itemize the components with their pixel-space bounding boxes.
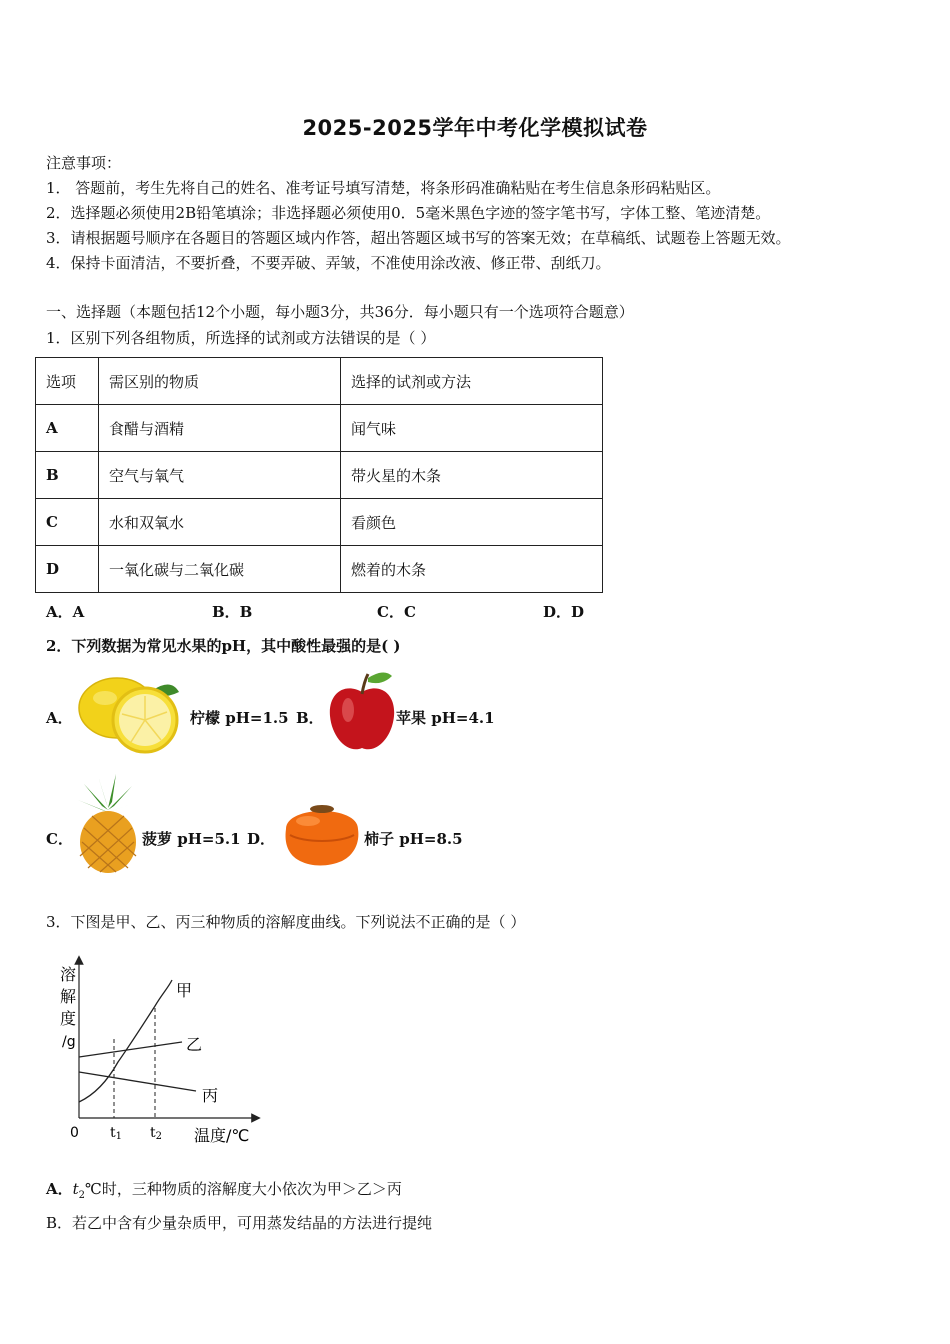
question-1-table [35, 357, 603, 593]
q2-option-b-label: 苹果 pH=4.1 [396, 709, 495, 727]
table-header-row [36, 358, 603, 405]
table-cell: B [36, 452, 99, 499]
table-cell: 带火星的木条 [341, 452, 603, 499]
solubility-curve-graph [52, 950, 266, 1150]
q1-option-b[interactable]: B．B [212, 603, 253, 621]
table-cell: A [36, 405, 99, 452]
section-heading: 一、选择题（本题包括12个小题，每小题3分，共36分．每小题只有一个选项符合题意） [46, 303, 634, 321]
curve-bing [79, 1072, 196, 1091]
table-row [36, 546, 603, 593]
series-label-jia: 甲 [176, 981, 193, 1000]
q2-option-c-label: 菠萝 pH=5.1 [142, 830, 241, 848]
table-cell: 看颜色 [341, 499, 603, 546]
q3-option-a-text: ℃时，三种物质的溶解度大小依次为甲＞乙＞丙 [85, 1180, 402, 1198]
q3-option-b[interactable]: B．若乙中含有少量杂质甲，可用蒸发结晶的方法进行提纯 [46, 1214, 433, 1232]
t1-label: t1 [110, 1125, 123, 1142]
lemon-image [75, 668, 187, 756]
table-cell: 空气与氧气 [99, 452, 341, 499]
notice-item-1: 1． 答题前，考生先将自己的姓名、准考证号填写清楚，将条形码准确粘贴在考生信息条形码粘贴区。 [46, 179, 721, 197]
table-row [36, 452, 603, 499]
notice-heading: 注意事项： [46, 154, 122, 172]
question-3-stem: 3．下图是甲、乙、丙三种物质的溶解度曲线。下列说法不正确的是（ ） [46, 913, 526, 931]
persimmon-image [280, 795, 364, 871]
q1-option-a[interactable]: A．A [46, 603, 85, 621]
table-cell: D [36, 546, 99, 593]
x-axis-label: 温度/℃ [194, 1126, 250, 1145]
series-label-yi: 乙 [186, 1035, 203, 1054]
page-title: 2025-2025学年中考化学模拟试卷 [302, 116, 648, 140]
y-label-char: 溶 [60, 965, 77, 984]
q3-option-a-t: t [72, 1180, 79, 1198]
series-label-bing: 丙 [202, 1086, 219, 1105]
notice-item-2: 2．选择题必须使用2B铅笔填涂；非选择题必须使用0．5毫米黑色字迹的签字笔书写，字体工整、笔迹清楚。 [46, 204, 771, 222]
y-label-unit: /g [62, 1034, 76, 1050]
notice-item-3: 3．请根据题号顺序在各题目的答题区域内作答，超出答题区域书写的答案无效；在草稿纸、试题卷上答题无效。 [46, 229, 791, 247]
table-cell: 燃着的木条 [341, 546, 603, 593]
q2-option-a-label: 柠檬 pH=1.5 [190, 709, 289, 727]
table-row [36, 405, 603, 452]
table-cell: 食醋与酒精 [99, 405, 341, 452]
table-header-cell: 需区别的物质 [99, 358, 341, 405]
table-header-cell: 选择的试剂或方法 [341, 358, 603, 405]
table-cell: 闻气味 [341, 405, 603, 452]
q2-option-d-label: 柿子 pH=8.5 [364, 830, 463, 848]
pineapple-image [76, 772, 140, 874]
q3-option-a-letter: A． [46, 1180, 73, 1198]
apple-image [326, 668, 398, 756]
y-label-char: 度 [60, 1009, 77, 1028]
table-header-cell: 选项 [36, 358, 99, 405]
q2-option-d-letter[interactable]: D． [247, 830, 276, 848]
q2-option-c-letter[interactable]: C． [46, 830, 73, 848]
table-cell: 一氧化碳与二氧化碳 [99, 546, 341, 593]
notice-item-4: 4．保持卡面清洁，不要折叠，不要弄破、弄皱，不准使用涂改液、修正带、刮纸刀。 [46, 254, 611, 272]
q1-option-d[interactable]: D．D [543, 603, 585, 621]
question-2-stem: 2．下列数据为常见水果的pH，其中酸性最强的是( ) [46, 637, 401, 655]
table-row [36, 499, 603, 546]
table-cell: 水和双氧水 [99, 499, 341, 546]
q2-option-b-letter[interactable]: B． [296, 709, 324, 727]
q1-option-c[interactable]: C．C [377, 603, 416, 621]
t2-label: t2 [150, 1125, 163, 1142]
y-label-char: 解 [60, 987, 77, 1006]
question-1-stem: 1．区别下列各组物质，所选择的试剂或方法错误的是（ ） [46, 329, 436, 347]
curve-jia [79, 980, 172, 1102]
table-cell: C [36, 499, 99, 546]
q3-option-a-sub: 2 [78, 1190, 86, 1201]
origin-label: 0 [70, 1125, 79, 1141]
q3-option-a[interactable] [46, 1178, 402, 1201]
q2-option-a-letter[interactable]: A． [46, 709, 73, 727]
